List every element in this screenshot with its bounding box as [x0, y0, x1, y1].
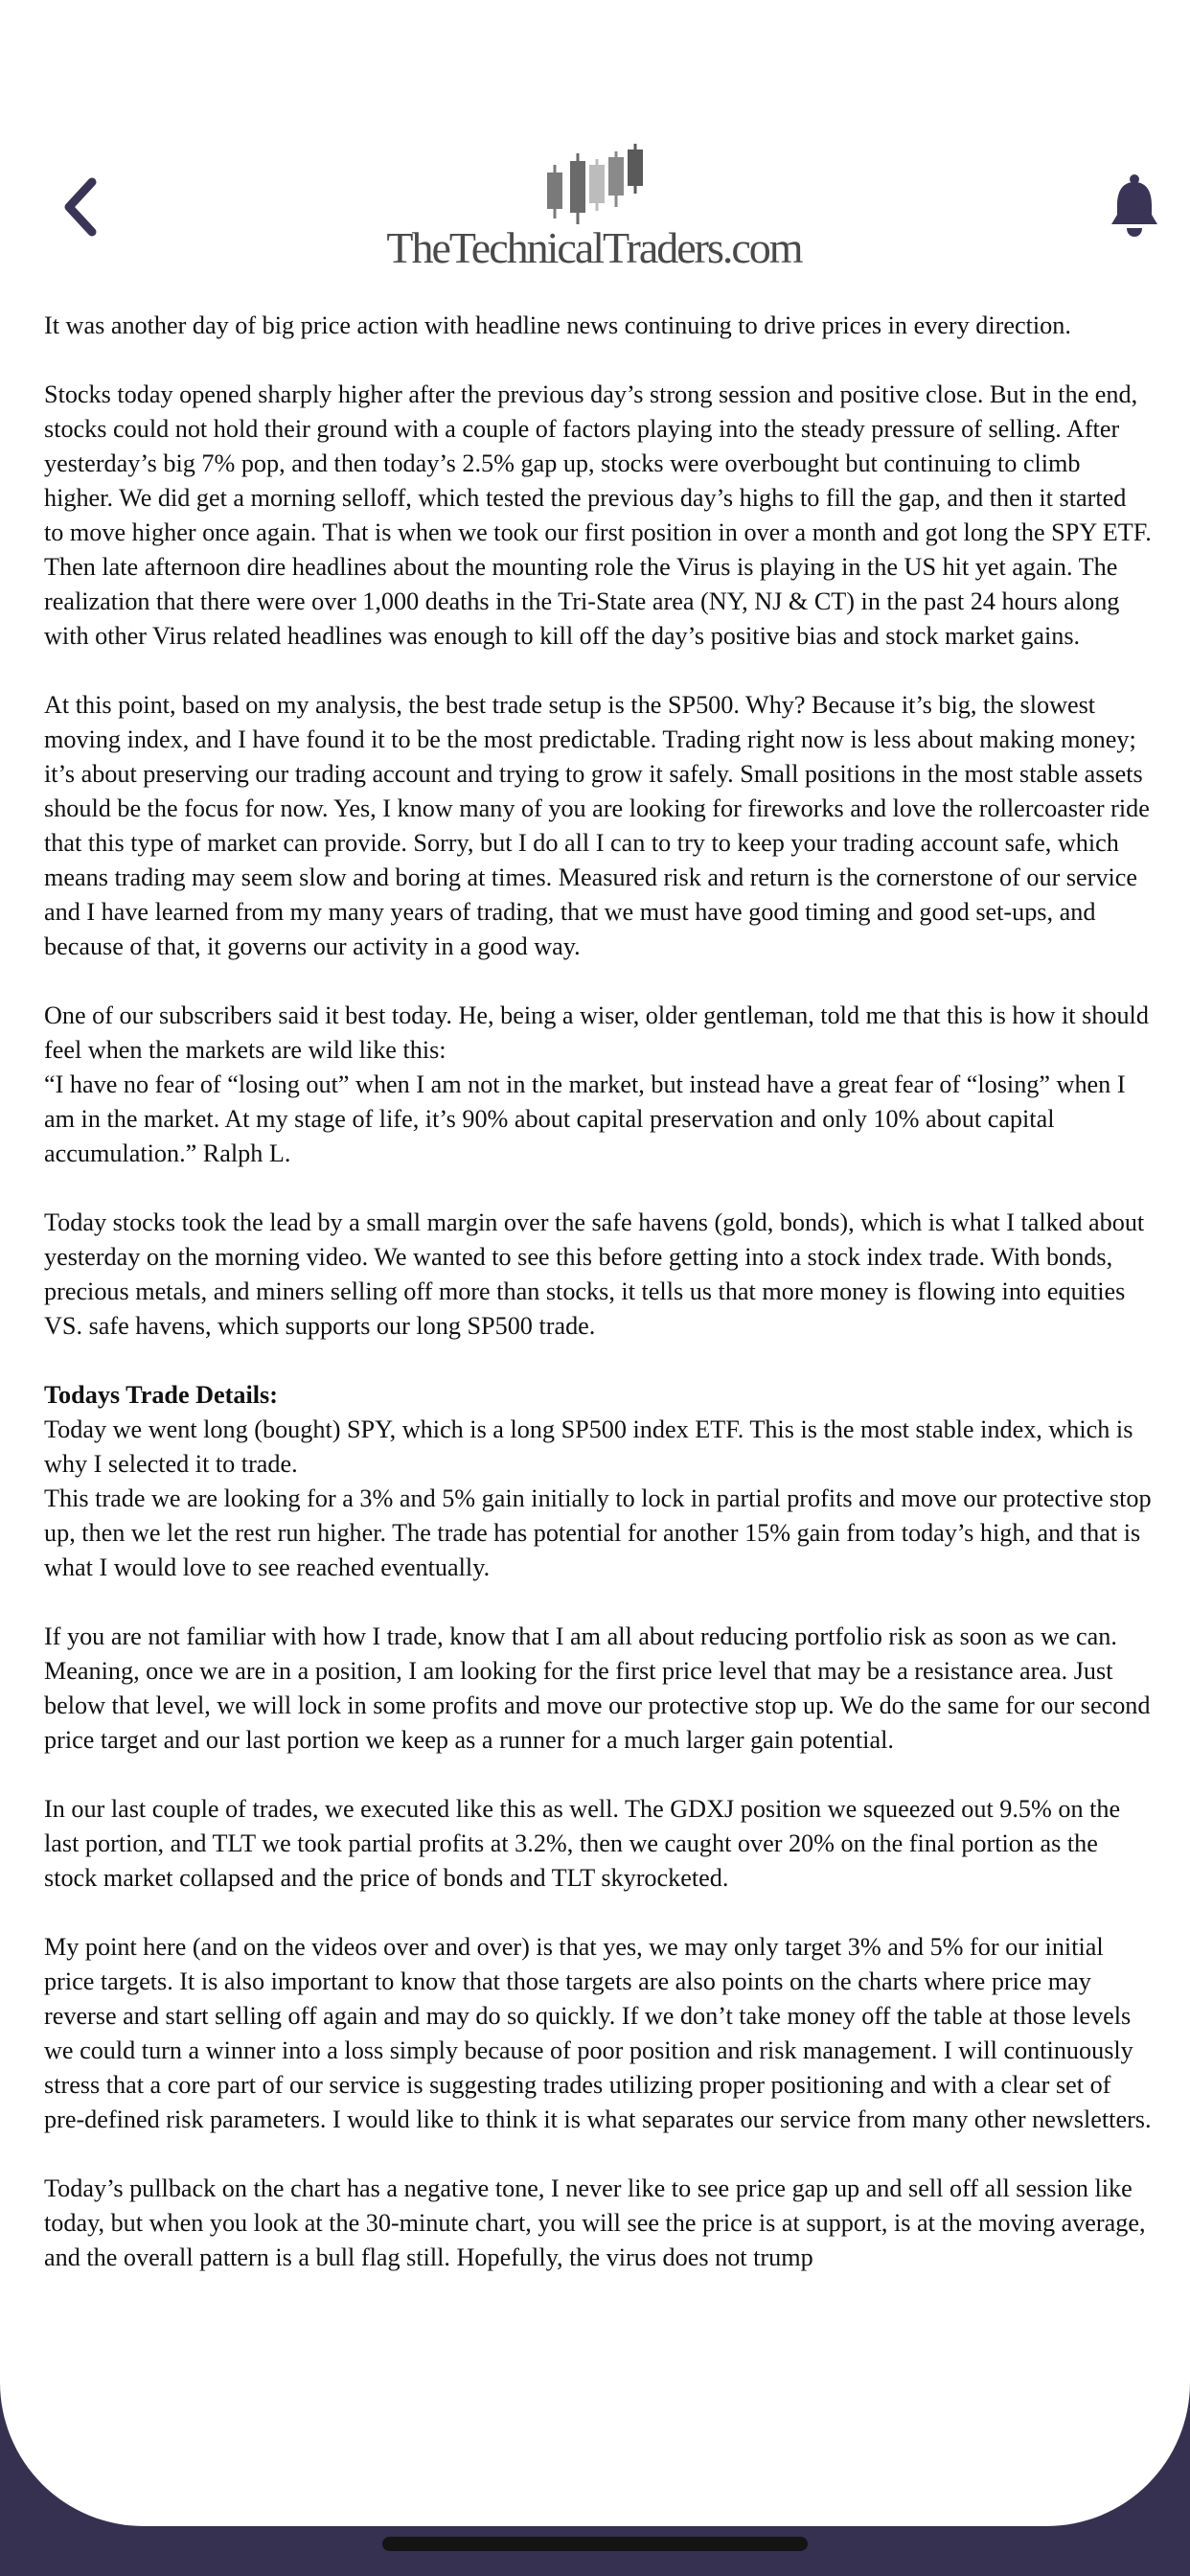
- notification-button[interactable]: [1108, 172, 1161, 238]
- article-paragraph-5: Today stocks took the lead by a small margin over the safe havens (gold, bonds), which is what I talked about yesterday on the morning video. We wanted to see this before getting into a stock index trade. With bonds, precious metals, and miners selling off more than stocks, it tells us that more money is flowing into equities VS. safe havens, which supports our long SP500 trade.: [44, 1208, 1145, 1340]
- article-paragraph-4: [44, 999, 1152, 1171]
- trade-details-text-2: This trade we are looking for a 3% and 5% gain initially to lock in partial profits and move our protective stop up, then we let the rest run higher. The trade has potential for another 15% gain from today’s high, and that is what I would love to see reached eventually.: [44, 1484, 1152, 1581]
- bell-icon: [1108, 172, 1161, 238]
- article-paragraph-8: In our last couple of trades, we executed like this as well. The GDXJ position we squeezed out 9.5% on the last portion, and TLT we took partial profits at 3.2%, then we caught over 20% on the final portion as the stock market collapsed and the price of bonds and TLT skyrocketed.: [44, 1795, 1121, 1892]
- subscriber-intro: One of our subscribers said it best today. He, being a wiser, older gentleman, told me that this is how it should feel when the markets are wild like this:: [44, 1001, 1149, 1064]
- article-body: [44, 309, 1152, 2310]
- app-header: [0, 0, 1190, 288]
- trade-details-heading: Todays Trade Details:: [44, 1381, 278, 1409]
- chevron-left-icon: [56, 172, 105, 242]
- article-paragraph-1: It was another day of big price action with headline news continuing to drive prices in every direction.: [44, 311, 1071, 339]
- article-paragraph-7: If you are not familiar with how I trade, know that I am all about reducing portfolio risk as soon as we can. Meaning, once we are in a position, I am looking for the first price level that may be a resistance area. Just below that level, we will lock in some profits and move our protective stop up. We do the same for our second price target and our last portion we keep as a runner for a much larger gain potential.: [44, 1622, 1151, 1754]
- article-paragraph-2: Stocks today opened sharply higher after the previous day’s strong session and positive close. But in the end, stocks could not hold their ground with a couple of factors playing into the steady pressure of selling. After yesterday’s big 7% pop, and then today’s 2.5% gap up, stocks were overbought but continuing to climb higher. We did get a morning selloff, which tested the previous day’s highs to fill the gap, and then it started to move higher once again. That is when we took our first position in over a month and got long the SPY ETF. Then late afternoon dire headlines about the mounting role the Virus is playing in the US hit yet again. The realization that there were over 1,000 deaths in the Tri-State area (NY, NJ & CT) in the past 24 hours along with other Virus related headlines was enough to kill off the day’s positive bias and stock market gains.: [44, 380, 1152, 650]
- subscriber-quote: “I have no fear of “losing out” when I am not in the market, but instead have a great fear of “losing” when I am in the market. At my stage of life, it’s 90% about capital preservation and only 10% about capital accumulation.” Ralph L.: [44, 1070, 1126, 1167]
- logo-wordmark: TheTechnicalTraders.com: [386, 223, 802, 272]
- back-button[interactable]: [56, 172, 105, 242]
- trade-details-text-1: Today we went long (bought) SPY, which is a long SP500 index ETF. This is the most stable index, which is why I selected it to trade.: [44, 1415, 1133, 1478]
- trade-details-section: [44, 1378, 1152, 1585]
- brand-logo: [364, 144, 824, 273]
- article-paragraph-10: Today’s pullback on the chart has a negative tone, I never like to see price gap up and sell off all session like today, but when you look at the 30-minute chart, you will see the price is at support, is at the moving average, and the overall pattern is a bull flag still. Hopefully, the virus does not trump: [44, 2174, 1146, 2271]
- article-paragraph-9: My point here (and on the videos over and over) is that yes, we may only target 3% and 5% for our initial price targets. It is also important to know that those targets are also points on the charts where price may reverse and start selling off again and may do so quickly. If we don’t take money off the table at those levels we could turn a winner into a loss simply because of poor position and risk management. I will continuously stress that a core part of our service is suggesting trades utilizing proper positioning and with a clear set of pre-defined risk parameters. I would like to think it is what separates our service from many other newsletters.: [44, 1933, 1152, 2133]
- home-indicator[interactable]: [382, 2537, 808, 2551]
- article-paragraph-3: At this point, based on my analysis, the best trade setup is the SP500. Why? Because it’s big, the slowest moving index, and I have found it to be the most predictable. Trading right now is less about making money; it’s about preserving our trading account and trying to grow it safely. Small positions in the most stable assets should be the focus for now. Yes, I know many of you are looking for fireworks and love the rollercoaster ride that this type of market can provide. Sorry, but I do all I can to try to keep your trading account safe, which means trading may seem slow and boring at times. Measured risk and return is the cornerstone of our service and I have learned from my many years of trading, that we must have good timing and good set-ups, and because of that, it governs our activity in a good way.: [44, 691, 1150, 960]
- candlestick-logo-icon: [541, 144, 647, 230]
